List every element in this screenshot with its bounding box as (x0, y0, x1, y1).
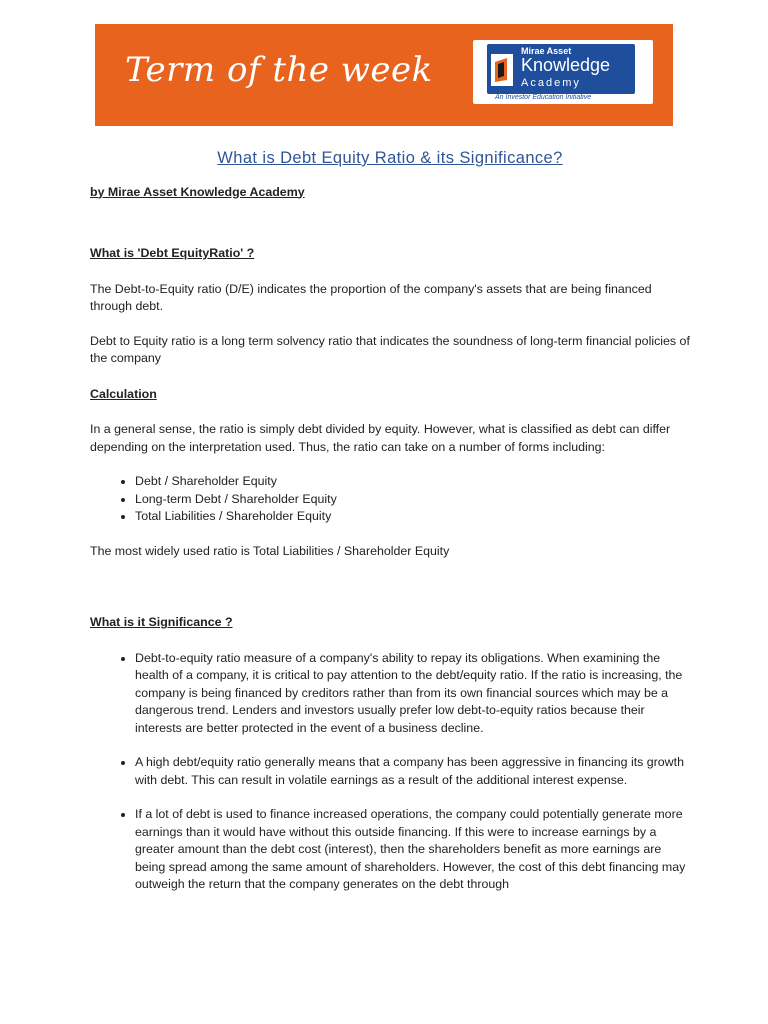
paragraph: The Debt-to-Equity ratio (D/E) indicates the proportion of the company's assets that are being financed through debt. (90, 281, 652, 313)
logo-line-1: Mirae Asset (521, 46, 572, 56)
list-item: • Long-term Debt / Shareholder Equity (135, 491, 690, 509)
byline: by Mirae Asset Knowledge Academy (90, 184, 305, 199)
banner-title: Term of the week (125, 50, 433, 90)
logo-badge (487, 44, 635, 94)
paragraph: The most widely used ratio is Total Liabilities / Shareholder Equity (90, 543, 450, 558)
logo-line-3: Academy (521, 77, 581, 89)
header-banner (95, 24, 673, 126)
list-item: • Debt-to-equity ratio measure of a company's ability to repay its obligations. When examining the health of a company, it is critical to pay attention to the debt/equity ratio. If the ratio is increasing, the company is being financed by creditors rather than from its own financial sources which may be a dangerous trend. Lenders and investors usually prefer low debt-to-equity ratios because their interests are better protected in the event of a business decline. (135, 650, 690, 738)
section-heading-significance: What is it Significance ? (90, 615, 233, 629)
list-item: • A high debt/equity ratio generally means that a company has been aggressive in financing its growth with debt. This can result in volatile earnings as a result of the additional interest expense. (135, 754, 690, 789)
list-item: • Total Liabilities / Shareholder Equity (135, 508, 690, 526)
document-body (90, 150, 690, 894)
formula-list (90, 473, 690, 526)
academy-logo (473, 40, 653, 104)
paragraph: In a general sense, the ratio is simply debt divided by equity. However, what is classified as debt can differ depending on the interpretation used. Thus, the ratio can take on a number of forms including: (90, 422, 671, 454)
logo-mark-icon (489, 52, 515, 88)
significance-list (90, 650, 690, 894)
list-item: • Debt / Shareholder Equity (135, 473, 690, 491)
section-heading-definition: What is 'Debt EquityRatio' ? (90, 246, 255, 260)
logo-tagline: An Investor Education Initiative (495, 94, 592, 101)
section-heading-calculation: Calculation (90, 386, 157, 401)
document-title: What is Debt Equity Ratio & its Significance? (217, 149, 563, 167)
logo-line-2: Knowledge (521, 55, 611, 75)
paragraph: Debt to Equity ratio is a long term solvency ratio that indicates the soundness of long-term financial policies of the company (90, 333, 690, 365)
list-item: • If a lot of debt is used to finance increased operations, the company could potentially generate more earnings than it would have without this outside financing. If this were to increase earnings by a greater amount than the debt cost (interest), then the shareholders benefit as more earnings are being spread among the same amount of shareholders. However, the cost of this debt financing may outweigh the return that the company generates on the debt through (135, 806, 690, 894)
